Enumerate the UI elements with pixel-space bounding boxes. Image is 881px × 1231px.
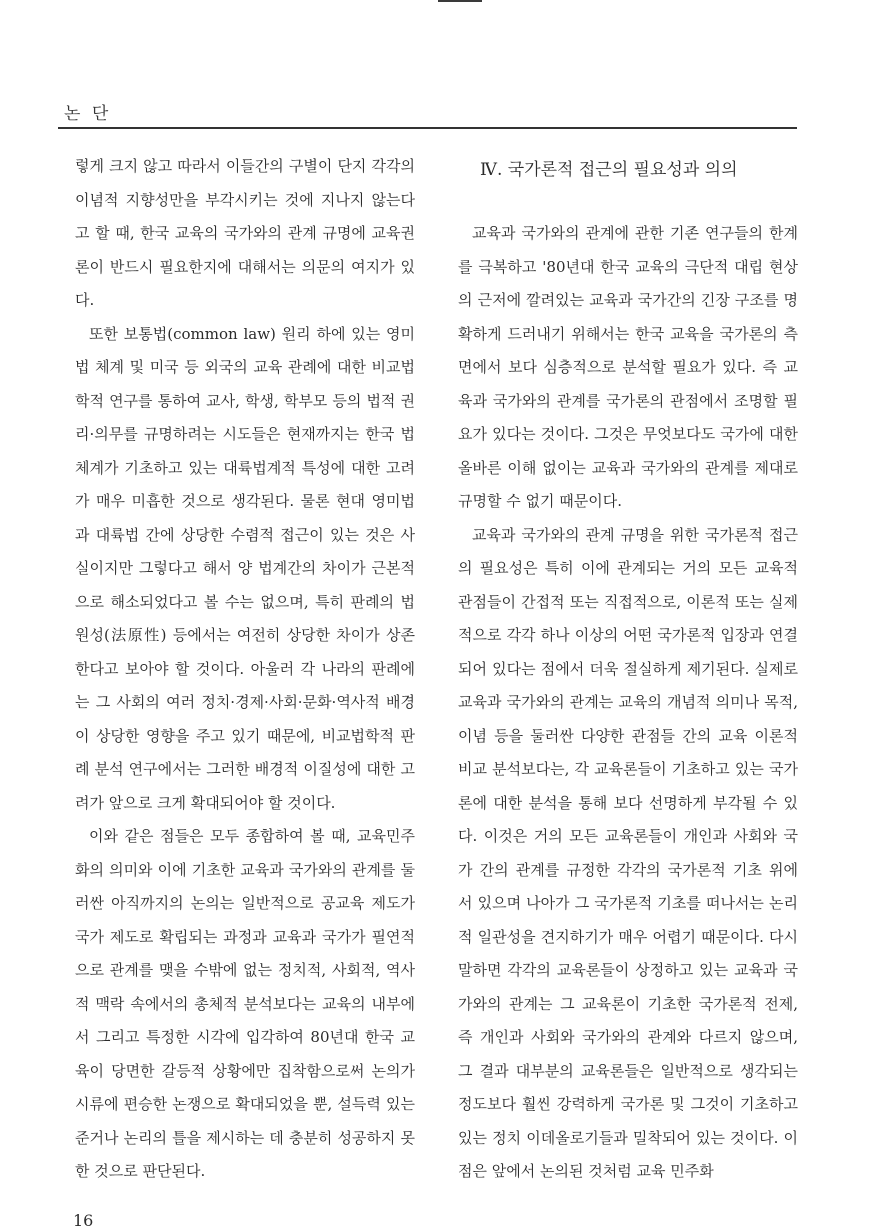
- heading-spacer: [458, 183, 798, 217]
- paragraph: 또한 보통법(common law) 원리 하에 있는 영미법 체계 및 미국 등 외국의 교육 관례에 대한 비교법학적 연구를 통하여 교사, 학생, 학부모 등의 법적 권리·의무를 규명하려는 시도들은 현재까지는 한국 법체계가 기초하고 있는 대륙법계적 특성에 대한 고려가 매우 미흡한 것으로 생각된다. 물론 현대 영미법과 대륙법 간에 상당한 수렴적 접근이 있는 것은 사실이지만 그렇다고 해서 양 법계간의 차이가 근본적으로 해소되었다고 볼 수는 없으며, 특히 판례의 법원성(法原性) 등에서는 여전히 상당한 차이가 상존한다고 보아야 할 것이다. 아울러 각 나라의 판례에는 그 사회의 여러 정치·경제·사회·문화·역사적 배경이 상당한 영향을 주고 있기 때문에, 비교법학적 판례 분석 연구에서는 그러한 배경적 이질성에 대한 고려가 앞으로 크게 확대되어야 할 것이다.: [75, 324, 415, 812]
- top-edge-mark: [438, 0, 482, 2]
- right-column: [458, 150, 798, 1189]
- paragraph: 이와 같은 점들은 모두 종합하여 볼 때, 교육민주화의 의미와 이에 기초한 교육과 국가와의 관계를 둘러싼 아직까지의 논의는 일반적으로 공교육 제도가 국가 제도로 확립되는 과정과 교육과 국가가 필연적으로 관계를 맺을 수밖에 없는 정치적, 사회적, 역사적 맥락 속에서의 총체적 분석보다는 교육의 내부에서 그리고 특정한 시각에 입각하여 80년대 한국 교육이 당면한 갈등적 상황에만 집착함으로써 논의가 시류에 편승한 논쟁으로 확대되었을 뿐, 설득력 있는 준거나 논리의 틀을 제시하는 데 충분히 성공하지 못한 것으로 판단된다.: [75, 827, 415, 1180]
- section-label: 논 단: [64, 104, 112, 124]
- paragraph: 교육과 국가와의 관계에 관한 기존 연구들의 한계를 극복하고 '80년대 한국 교육의 극단적 대립 현상의 근저에 깔려있는 교육과 국가간의 긴장 구조를 명확하게 드러내기 위해서는 한국 교육을 국가론의 측면에서 보다 심층적으로 분석할 필요가 있다. 즉 교육과 국가와의 관계를 국가론의 관점에서 조명할 필요가 있다는 것이다. 그것은 무엇보다도 국가에 대한 올바른 이해 없이는 교육과 국가와의 관계를 제대로 규명할 수 없기 때문이다.: [458, 224, 798, 510]
- paragraph: 교육과 국가와의 관계 규명을 위한 국가론적 접근의 필요성은 특히 이에 관계되는 거의 모든 교육적 관점들이 간접적 또는 직접적으로, 이론적 또는 실제적으로 각각 하나 이상의 어떤 국가론적 입장과 연결되어 있다는 점에서 더욱 절실하게 제기된다. 실제로 교육과 국가와의 관계는 교육의 개념적 의미나 목적, 이념 등을 둘러싼 다양한 관점들 간의 교육 이론적 비교 분석보다는, 각 교육론들이 기초하고 있는 국가론에 대한 분석을 통해 보다 선명하게 부각될 수 있다. 이것은 거의 모든 교육론들이 개인과 사회와 국가 간의 관계를 규정한 각각의 국가론적 기초 위에 서 있으며 나아가 그 국가론적 기초를 떠나서는 논리적 일관성을 견지하기가 매우 어렵기 때문이다. 다시 말하면 각각의 교육론들이 상정하고 있는 교육과 국가와의 관계는 그 교육론이 기초한 국가론적 전제, 즉 개인과 사회와 국가와의 관계와 다르지 않으며, 그 결과 대부분의 교육론들은 일반적으로 생각되는 정도보다 훨씬 강력하게 국가론 및 그것이 기초하고 있는 정치 이데올로기들과 밀착되어 있는 것이다. 이 점은 앞에서 논의된 것처럼 교육 민주화: [458, 525, 798, 1180]
- left-column: [75, 150, 415, 1189]
- header-rule: [58, 127, 797, 129]
- page-number: 16: [73, 1211, 94, 1230]
- section-heading: Ⅳ. 국가론적 접근의 필요성과 의의: [480, 160, 738, 180]
- paragraph: 렇게 크지 않고 따라서 이들간의 구별이 단지 각각의 이념적 지향성만을 부각시키는 것에 지나지 않는다고 할 때, 한국 교육의 국가와의 관계 규명에 교육권론이 반드시 필요한지에 대해서는 의문의 여지가 있다.: [75, 157, 415, 309]
